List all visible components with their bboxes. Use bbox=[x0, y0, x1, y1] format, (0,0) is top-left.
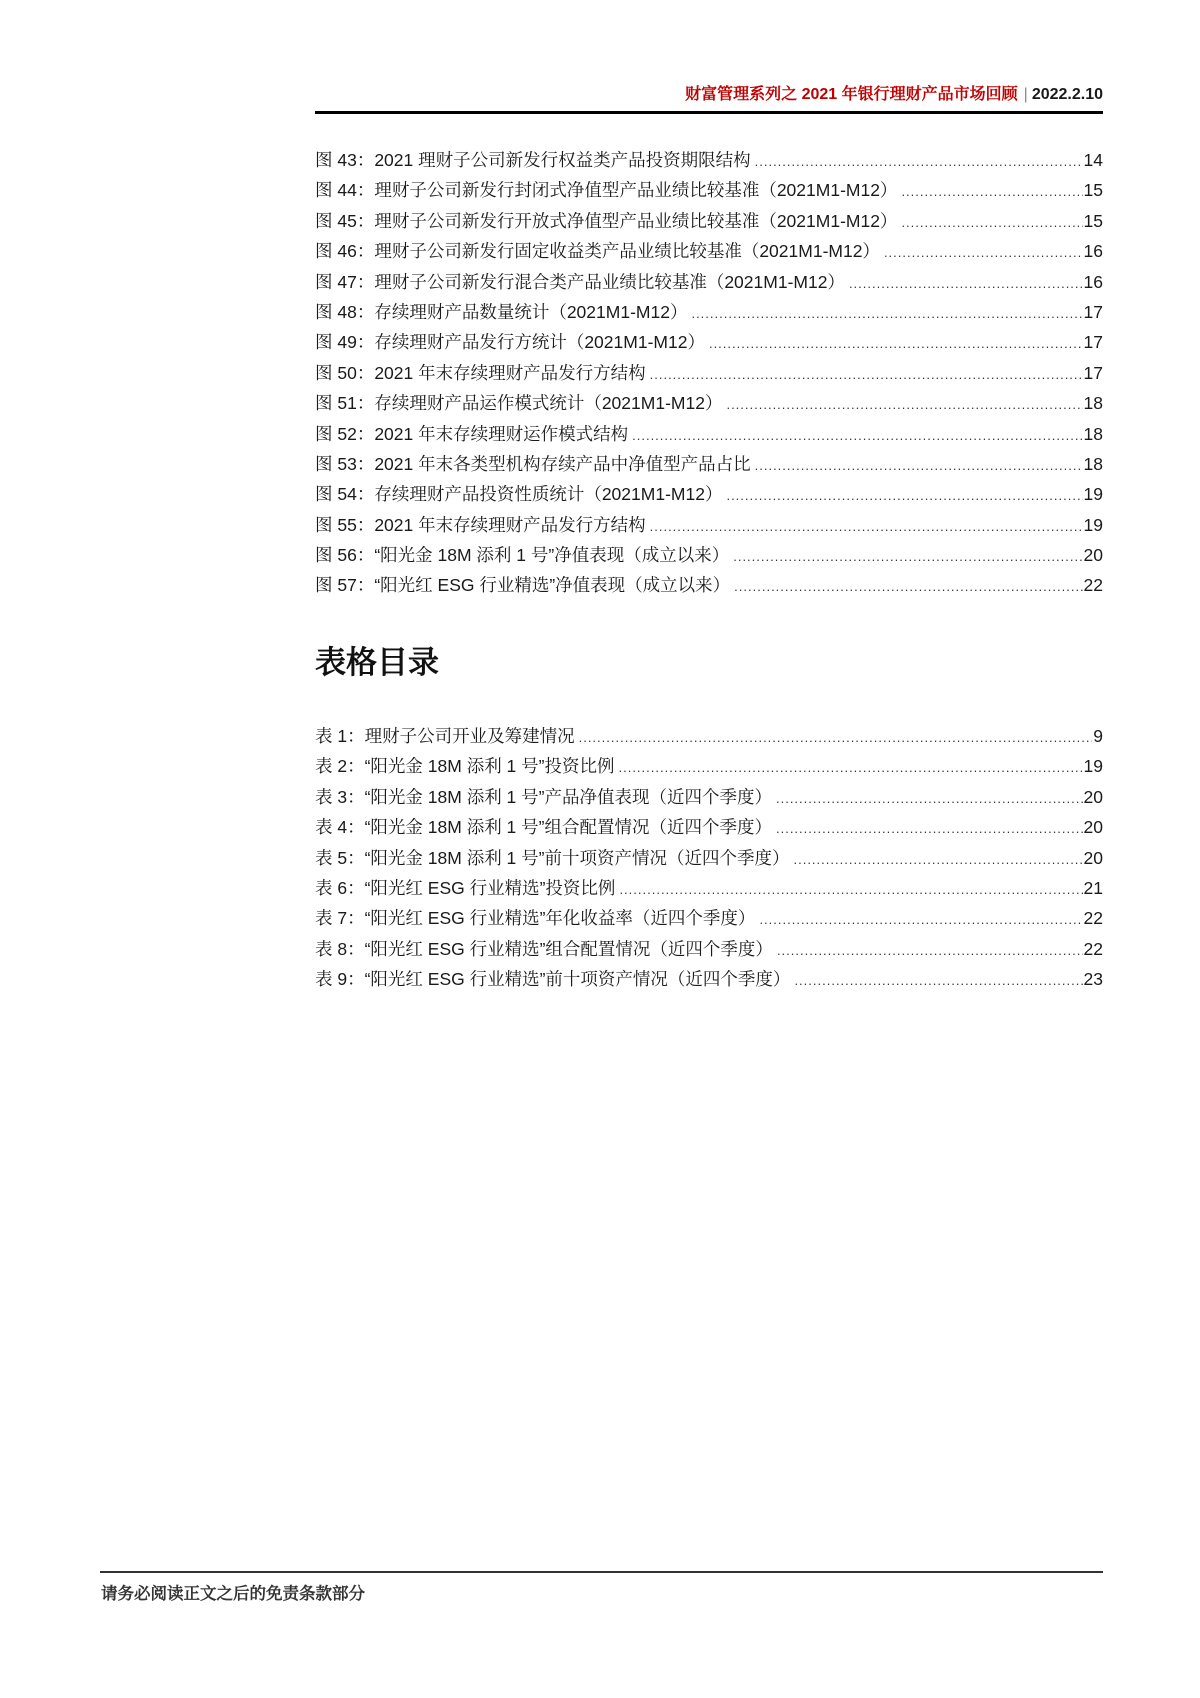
toc-entry-label: 表 6：“阳光红 ESG 行业精选”投资比例 bbox=[315, 877, 616, 898]
toc-entry-label: 表 1：理财子公司开业及筹建情况 bbox=[315, 726, 575, 746]
toc-entry-label: 图 57：“阳光红 ESG 行业精选”净值表现（成立以来） bbox=[315, 575, 731, 596]
toc-entry-label: 图 53：2021 年末各类型机构存续产品中净值型产品占比 bbox=[315, 453, 751, 474]
dot-leader bbox=[619, 877, 1082, 903]
toc-page-number: 23 bbox=[1083, 969, 1103, 990]
dot-leader bbox=[632, 423, 1082, 449]
dot-leader bbox=[579, 725, 1093, 751]
dot-leader bbox=[709, 331, 1083, 357]
dot-leader bbox=[733, 544, 1082, 570]
toc-entry-label: 图 56：“阳光金 18M 添利 1 号”净值表现（成立以来） bbox=[315, 545, 730, 566]
toc-entry-table-8[interactable] bbox=[315, 936, 1103, 966]
toc-entry-figure-47[interactable] bbox=[315, 269, 1103, 299]
toc-page-number: 18 bbox=[1083, 393, 1103, 414]
toc-entry-label: 图 55：2021 年末存续理财产品发行方结构 bbox=[315, 514, 646, 535]
toc-entry-figure-50[interactable] bbox=[315, 360, 1103, 390]
toc-entry-label: 图 43：2021 理财子公司新发行权益类产品投资期限结构 bbox=[315, 150, 751, 170]
toc-page-number: 15 bbox=[1083, 210, 1103, 231]
toc-entry-table-3[interactable] bbox=[315, 784, 1103, 814]
toc-page-number: 20 bbox=[1083, 786, 1103, 807]
toc-entry-label: 图 48：存续理财产品数量统计（2021M1-M12） bbox=[315, 301, 688, 322]
toc-entry-figure-51[interactable] bbox=[315, 390, 1103, 420]
toc-entry-label: 图 50：2021 年末存续理财产品发行方结构 bbox=[315, 362, 646, 383]
toc-page-number: 15 bbox=[1083, 180, 1103, 201]
header-separator: | bbox=[1023, 86, 1028, 103]
dot-leader bbox=[849, 271, 1083, 297]
toc-entry-table-7[interactable] bbox=[315, 905, 1103, 935]
page-header bbox=[315, 82, 1103, 112]
dot-leader bbox=[901, 179, 1082, 205]
dot-leader bbox=[650, 514, 1083, 540]
toc-entry-label: 表 4：“阳光金 18M 添利 1 号”组合配置情况（近四个季度） bbox=[315, 817, 772, 838]
toc-page-number: 22 bbox=[1083, 575, 1103, 596]
toc-page-number: 9 bbox=[1093, 726, 1103, 746]
toc-page-number: 14 bbox=[1083, 150, 1103, 170]
toc-entry-figure-52[interactable] bbox=[315, 421, 1103, 451]
toc-page-number: 20 bbox=[1083, 817, 1103, 838]
toc-entry-figure-48[interactable] bbox=[315, 299, 1103, 329]
toc-entry-figure-53[interactable] bbox=[315, 451, 1103, 481]
dot-leader bbox=[618, 755, 1082, 781]
toc-entry-label: 表 7：“阳光红 ESG 行业精选”年化收益率（近四个季度） bbox=[315, 908, 756, 929]
toc-page-number: 22 bbox=[1083, 908, 1103, 929]
toc-page-number: 21 bbox=[1083, 877, 1103, 898]
toc-page-number: 18 bbox=[1083, 423, 1103, 444]
dot-leader bbox=[793, 847, 1082, 873]
toc-entry-label: 表 3：“阳光金 18M 添利 1 号”产品净值表现（近四个季度） bbox=[315, 786, 772, 807]
toc-page-number: 16 bbox=[1083, 271, 1103, 292]
toc-page-number: 19 bbox=[1083, 756, 1103, 777]
toc-page-number: 18 bbox=[1083, 453, 1103, 474]
dot-leader bbox=[650, 362, 1083, 388]
toc-page-number: 19 bbox=[1083, 514, 1103, 535]
toc-page-number: 19 bbox=[1083, 484, 1103, 505]
toc-entry-label: 图 44：理财子公司新发行封闭式净值型产品业绩比较基准（2021M1-M12） bbox=[315, 180, 898, 201]
toc-entry-figure-54[interactable] bbox=[315, 481, 1103, 511]
toc-page-number: 20 bbox=[1083, 847, 1103, 868]
toc-entry-table-2[interactable] bbox=[315, 753, 1103, 783]
toc-entry-figure-55[interactable] bbox=[315, 512, 1103, 542]
toc-entry-table-9[interactable] bbox=[315, 966, 1103, 996]
toc-entry-table-4[interactable] bbox=[315, 814, 1103, 844]
toc-page-number: 22 bbox=[1083, 938, 1103, 959]
toc-entry-label: 表 9：“阳光红 ESG 行业精选”前十项资产情况（近四个季度） bbox=[315, 969, 791, 990]
toc-page-number: 20 bbox=[1083, 545, 1103, 566]
table-toc-list bbox=[315, 723, 1103, 997]
dot-leader bbox=[777, 938, 1083, 964]
dot-leader bbox=[776, 786, 1083, 812]
dot-leader bbox=[691, 301, 1082, 327]
toc-entry-label: 表 2：“阳光金 18M 添利 1 号”投资比例 bbox=[315, 756, 615, 777]
dot-leader bbox=[734, 574, 1082, 600]
report-series-title: 财富管理系列之 2021 年银行理财产品市场回顾 bbox=[685, 86, 1018, 103]
toc-entry-figure-45[interactable] bbox=[315, 208, 1103, 238]
toc-page-number: 17 bbox=[1083, 362, 1103, 383]
dot-leader bbox=[759, 907, 1082, 933]
toc-entry-label: 图 52：2021 年末存续理财运作模式结构 bbox=[315, 423, 629, 444]
dot-leader bbox=[726, 483, 1082, 509]
toc-entry-figure-43[interactable] bbox=[315, 147, 1103, 177]
toc-entry-label: 表 5：“阳光金 18M 添利 1 号”前十项资产情况（近四个季度） bbox=[315, 847, 790, 868]
toc-entry-label: 图 46：理财子公司新发行固定收益类产品业绩比较基准（2021M1-M12） bbox=[315, 241, 880, 262]
toc-entry-figure-49[interactable] bbox=[315, 329, 1103, 359]
footer-rule bbox=[100, 1571, 1103, 1573]
report-date: 2022.2.10 bbox=[1031, 86, 1103, 103]
toc-entry-table-6[interactable] bbox=[315, 875, 1103, 905]
toc-entry-label: 图 54：存续理财产品投资性质统计（2021M1-M12） bbox=[315, 484, 723, 505]
toc-entry-table-1[interactable] bbox=[315, 723, 1103, 753]
dot-leader bbox=[726, 392, 1082, 418]
toc-page-number: 17 bbox=[1083, 332, 1103, 353]
dot-leader bbox=[901, 210, 1082, 236]
toc-entry-label: 图 47：理财子公司新发行混合类产品业绩比较基准（2021M1-M12） bbox=[315, 271, 845, 292]
dot-leader bbox=[884, 240, 1083, 266]
toc-entry-label: 表 8：“阳光红 ESG 行业精选”组合配置情况（近四个季度） bbox=[315, 938, 773, 959]
disclaimer-notice: 请务必阅读正文之后的免责条款部分 bbox=[101, 1585, 365, 1603]
toc-entry-label: 图 49：存续理财产品发行方统计（2021M1-M12） bbox=[315, 332, 705, 353]
toc-page-number: 16 bbox=[1083, 241, 1103, 262]
toc-entry-label: 图 51：存续理财产品运作模式统计（2021M1-M12） bbox=[315, 393, 723, 414]
header-rule bbox=[315, 111, 1103, 114]
toc-entry-figure-46[interactable] bbox=[315, 238, 1103, 268]
toc-entry-figure-57[interactable] bbox=[315, 572, 1103, 602]
toc-entry-table-5[interactable] bbox=[315, 845, 1103, 875]
toc-entry-figure-44[interactable] bbox=[315, 177, 1103, 207]
toc-entry-figure-56[interactable] bbox=[315, 542, 1103, 572]
dot-leader bbox=[755, 149, 1083, 175]
dot-leader bbox=[794, 968, 1082, 994]
dot-leader bbox=[755, 453, 1083, 479]
table-of-tables-heading: 表格目录 bbox=[315, 645, 439, 680]
figure-toc-list bbox=[315, 147, 1103, 603]
toc-page-number: 17 bbox=[1083, 301, 1103, 322]
dot-leader bbox=[776, 816, 1083, 842]
toc-entry-label: 图 45：理财子公司新发行开放式净值型产品业绩比较基准（2021M1-M12） bbox=[315, 210, 898, 231]
